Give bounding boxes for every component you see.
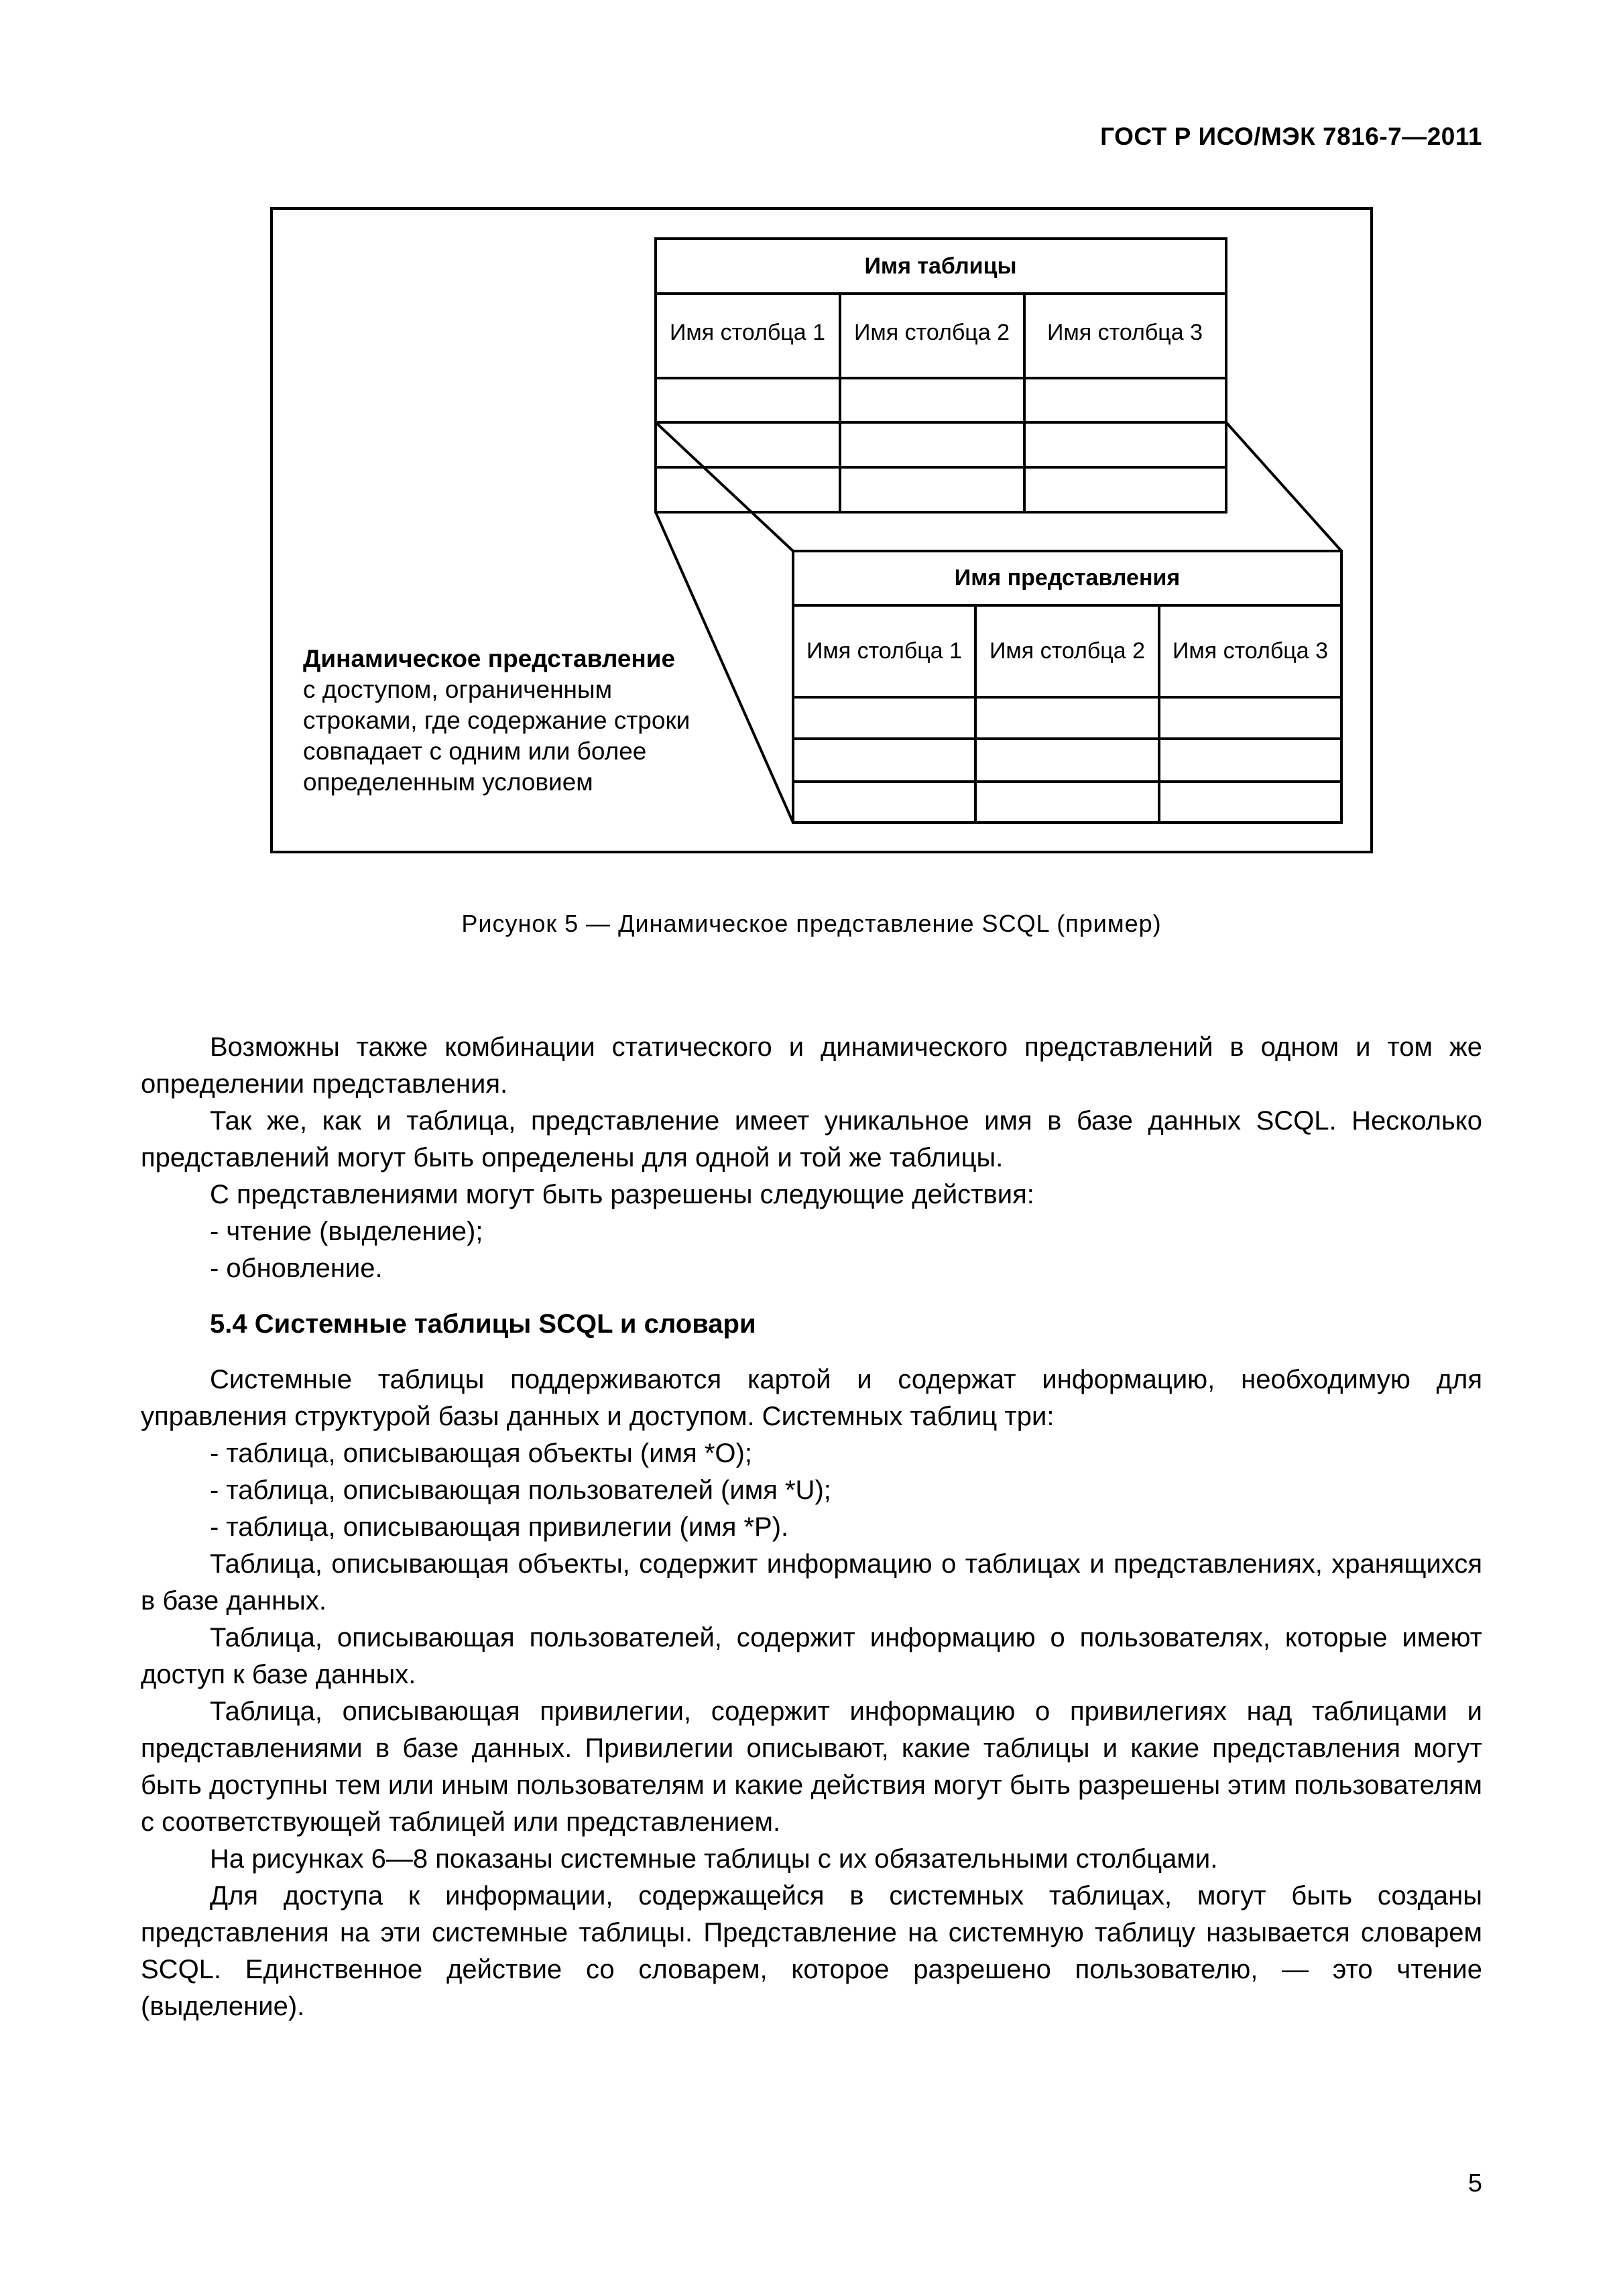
figure-note-line: с доступом, ограниченным (303, 676, 613, 703)
list-item: - таблица, описывающая привилегии (имя *P). (210, 1512, 789, 1542)
paragraph: Системные таблицы поддерживаются картой и содержат информацию, необходимую для управления структурой базы данных и доступом. Системных таблиц три: (141, 1365, 1482, 1431)
list-item: - обновление. (210, 1254, 383, 1283)
list-item: - чтение (выделение); (210, 1217, 483, 1246)
document-code-header: ГОСТ Р ИСО/МЭК 7816-7—2011 (1100, 123, 1482, 150)
figure-note-heading: Динамическое представление (303, 645, 676, 672)
paragraph: Таблица, описывающая пользователей, содержит информацию о пользователях, которые имеют доступ к базе данных. (141, 1623, 1482, 1689)
paragraph: Таблица, описывающая привилегии, содержит информацию о привилегиях над таблицами и представлениями в базе данных. Привилегии описывают, какие таблицы и какие представления могут быть доступны тем или иным пользователям и какие действия могут быть разрешены этим пользователям с соответствующей таблицей или представлением. (141, 1697, 1482, 1837)
figure-note-line: определенным условием (303, 768, 593, 796)
table-outline (656, 239, 1226, 512)
view-column-header: Имя столбца 1 (806, 638, 963, 664)
connector-line (1226, 422, 1341, 551)
table-title: Имя таблицы (864, 253, 1017, 279)
paragraph: Таблица, описывающая объекты, содержит информацию о таблицах и представлениях, хранящихся в базе данных. (141, 1549, 1482, 1616)
figure-note-line: совпадает с одним или более (303, 737, 647, 765)
view-column-header: Имя столбца 3 (1172, 638, 1329, 664)
paragraph: Возможны также комбинации статического и динамического представлений в одном и том же определении представления. (141, 1032, 1482, 1099)
paragraph: С представлениями могут быть разрешены следующие действия: (210, 1180, 1034, 1209)
figure-note (303, 644, 690, 798)
figure-note-line: строками, где содержание строки (303, 707, 690, 734)
list-item: - таблица, описывающая объекты (имя *O); (210, 1439, 752, 1468)
page-number: 5 (1467, 2169, 1482, 2197)
table-column-header: Имя столбца 1 (669, 320, 826, 345)
paragraph: Для доступа к информации, содержащейся в системных таблицах, могут быть созданы представления на эти системные таблицы. Представление на системную таблицу называется словарем SCQL. Единственное действие со словарем, которое разрешено пользователю, — это чтение (выделение). (141, 1881, 1482, 2021)
figure-caption: Рисунок 5 — Динамическое представление SCQL (пример) (461, 910, 1162, 937)
paragraph: На рисунках 6—8 показаны системные таблицы с их обязательными столбцами. (210, 1844, 1218, 1874)
section-title: 5.4 Системные таблицы SCQL и словари (210, 1309, 756, 1339)
body-text (141, 1029, 1482, 2025)
view-column-header: Имя столбца 2 (989, 638, 1146, 664)
table-column-header: Имя столбца 2 (853, 320, 1010, 345)
list-item: - таблица, описывающая пользователей (имя *U); (210, 1475, 831, 1505)
paragraph: Так же, как и таблица, представление имеет уникальное имя в базе данных SCQL. Несколько представлений могут быть определены для одной и той же таблицы. (141, 1106, 1482, 1172)
scql-view-diagram (0, 0, 1623, 871)
table-column-header: Имя столбца 3 (1046, 320, 1203, 345)
connector-line (656, 422, 793, 551)
view-title: Имя представления (954, 565, 1181, 591)
